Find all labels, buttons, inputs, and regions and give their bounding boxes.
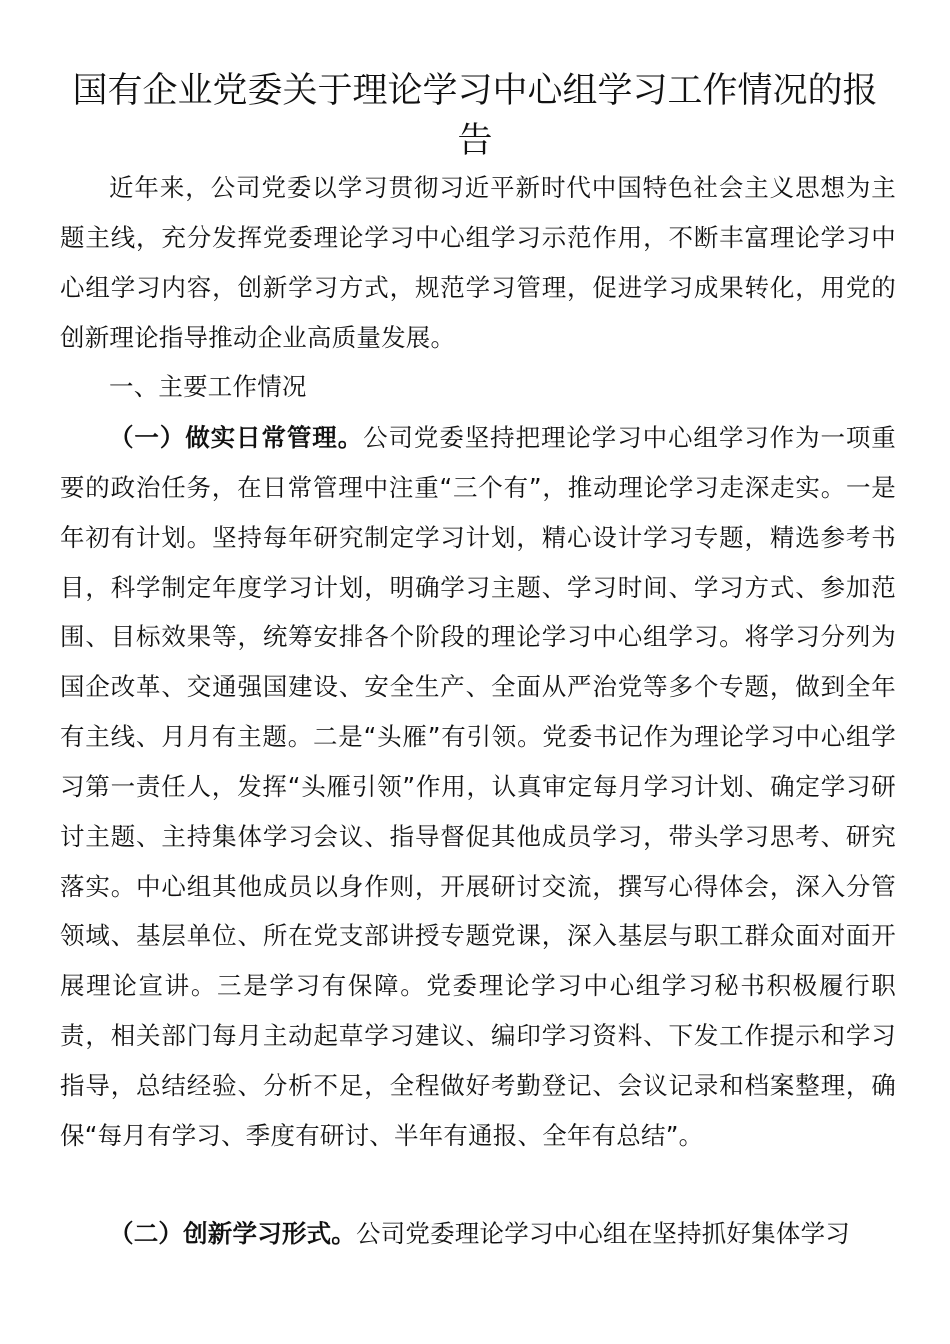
paragraph-body: 公司党委坚持把理论学习中心组学习作为一项重要的政治任务，在日常管理中注重“三个有”，推动理论学习走深走实。一是年初有计划。坚持每年研究制定学习计划，精心设计学习专题，精选参考书目，科学制定年度学习计划，明确学习主题、学习时间、学习方式、参加范围、目标效果等，统筹安排各个阶段的理论学习中心组学习。将学习分列为国企改革、交通强国建设、安全生产、全面从严治党等多个专题，做到全年有主线、月月有主题。二是“头雁”有引领。党委书记作为理论学习中心组学习第一责任人，发挥“头雁引领”作用，认真审定每月学习计划、确定学习研讨主题、主持集体学习会议、指导督促其他成员学习，带头学习思考、研究落实。中心组其他成员以身作则，开展研讨交流，撰写心得体会，深入分管领域、基层单位、所在党支部讲授专题党课，深入基层与职工群众面对面开展理论宣讲。三是学习有保障。党委理论学习中心组学习秘书积极履行职责，相关部门每月主动起草学习建议、编印学习资料、下发工作提示和学习指导，总结经验、分析不足，全程做好考勤登记、会议记录和档案整理，确保“每月有学习、季度有研讨、半年有通报、全年有总结”。 bbox=[60, 423, 897, 1150]
document-title: 国有企业党委关于理论学习中心组学习工作情况的报告 bbox=[72, 71, 878, 161]
paragraph-daily-management bbox=[60, 413, 896, 1161]
paragraph-learning-forms bbox=[60, 1209, 896, 1259]
paragraph-lead: （二）创新学习形式。 bbox=[109, 1219, 356, 1248]
paragraph-body: 公司党委理论学习中心组在坚持抓好集体学习 bbox=[356, 1219, 850, 1248]
section-heading: 一、主要工作情况 bbox=[109, 372, 307, 401]
paragraph-lead: （一）做实日常管理。 bbox=[109, 423, 364, 452]
intro-paragraph: 近年来，公司党委以学习贯彻习近平新时代中国特色社会主义思想为主题主线，充分发挥党委理论学习中心组学习示范作用，不断丰富理论学习中心组学习内容，创新学习方式，规范学习管理，促进学习成果转化，用党的创新理论指导推动企业高质量发展。 bbox=[60, 173, 896, 352]
